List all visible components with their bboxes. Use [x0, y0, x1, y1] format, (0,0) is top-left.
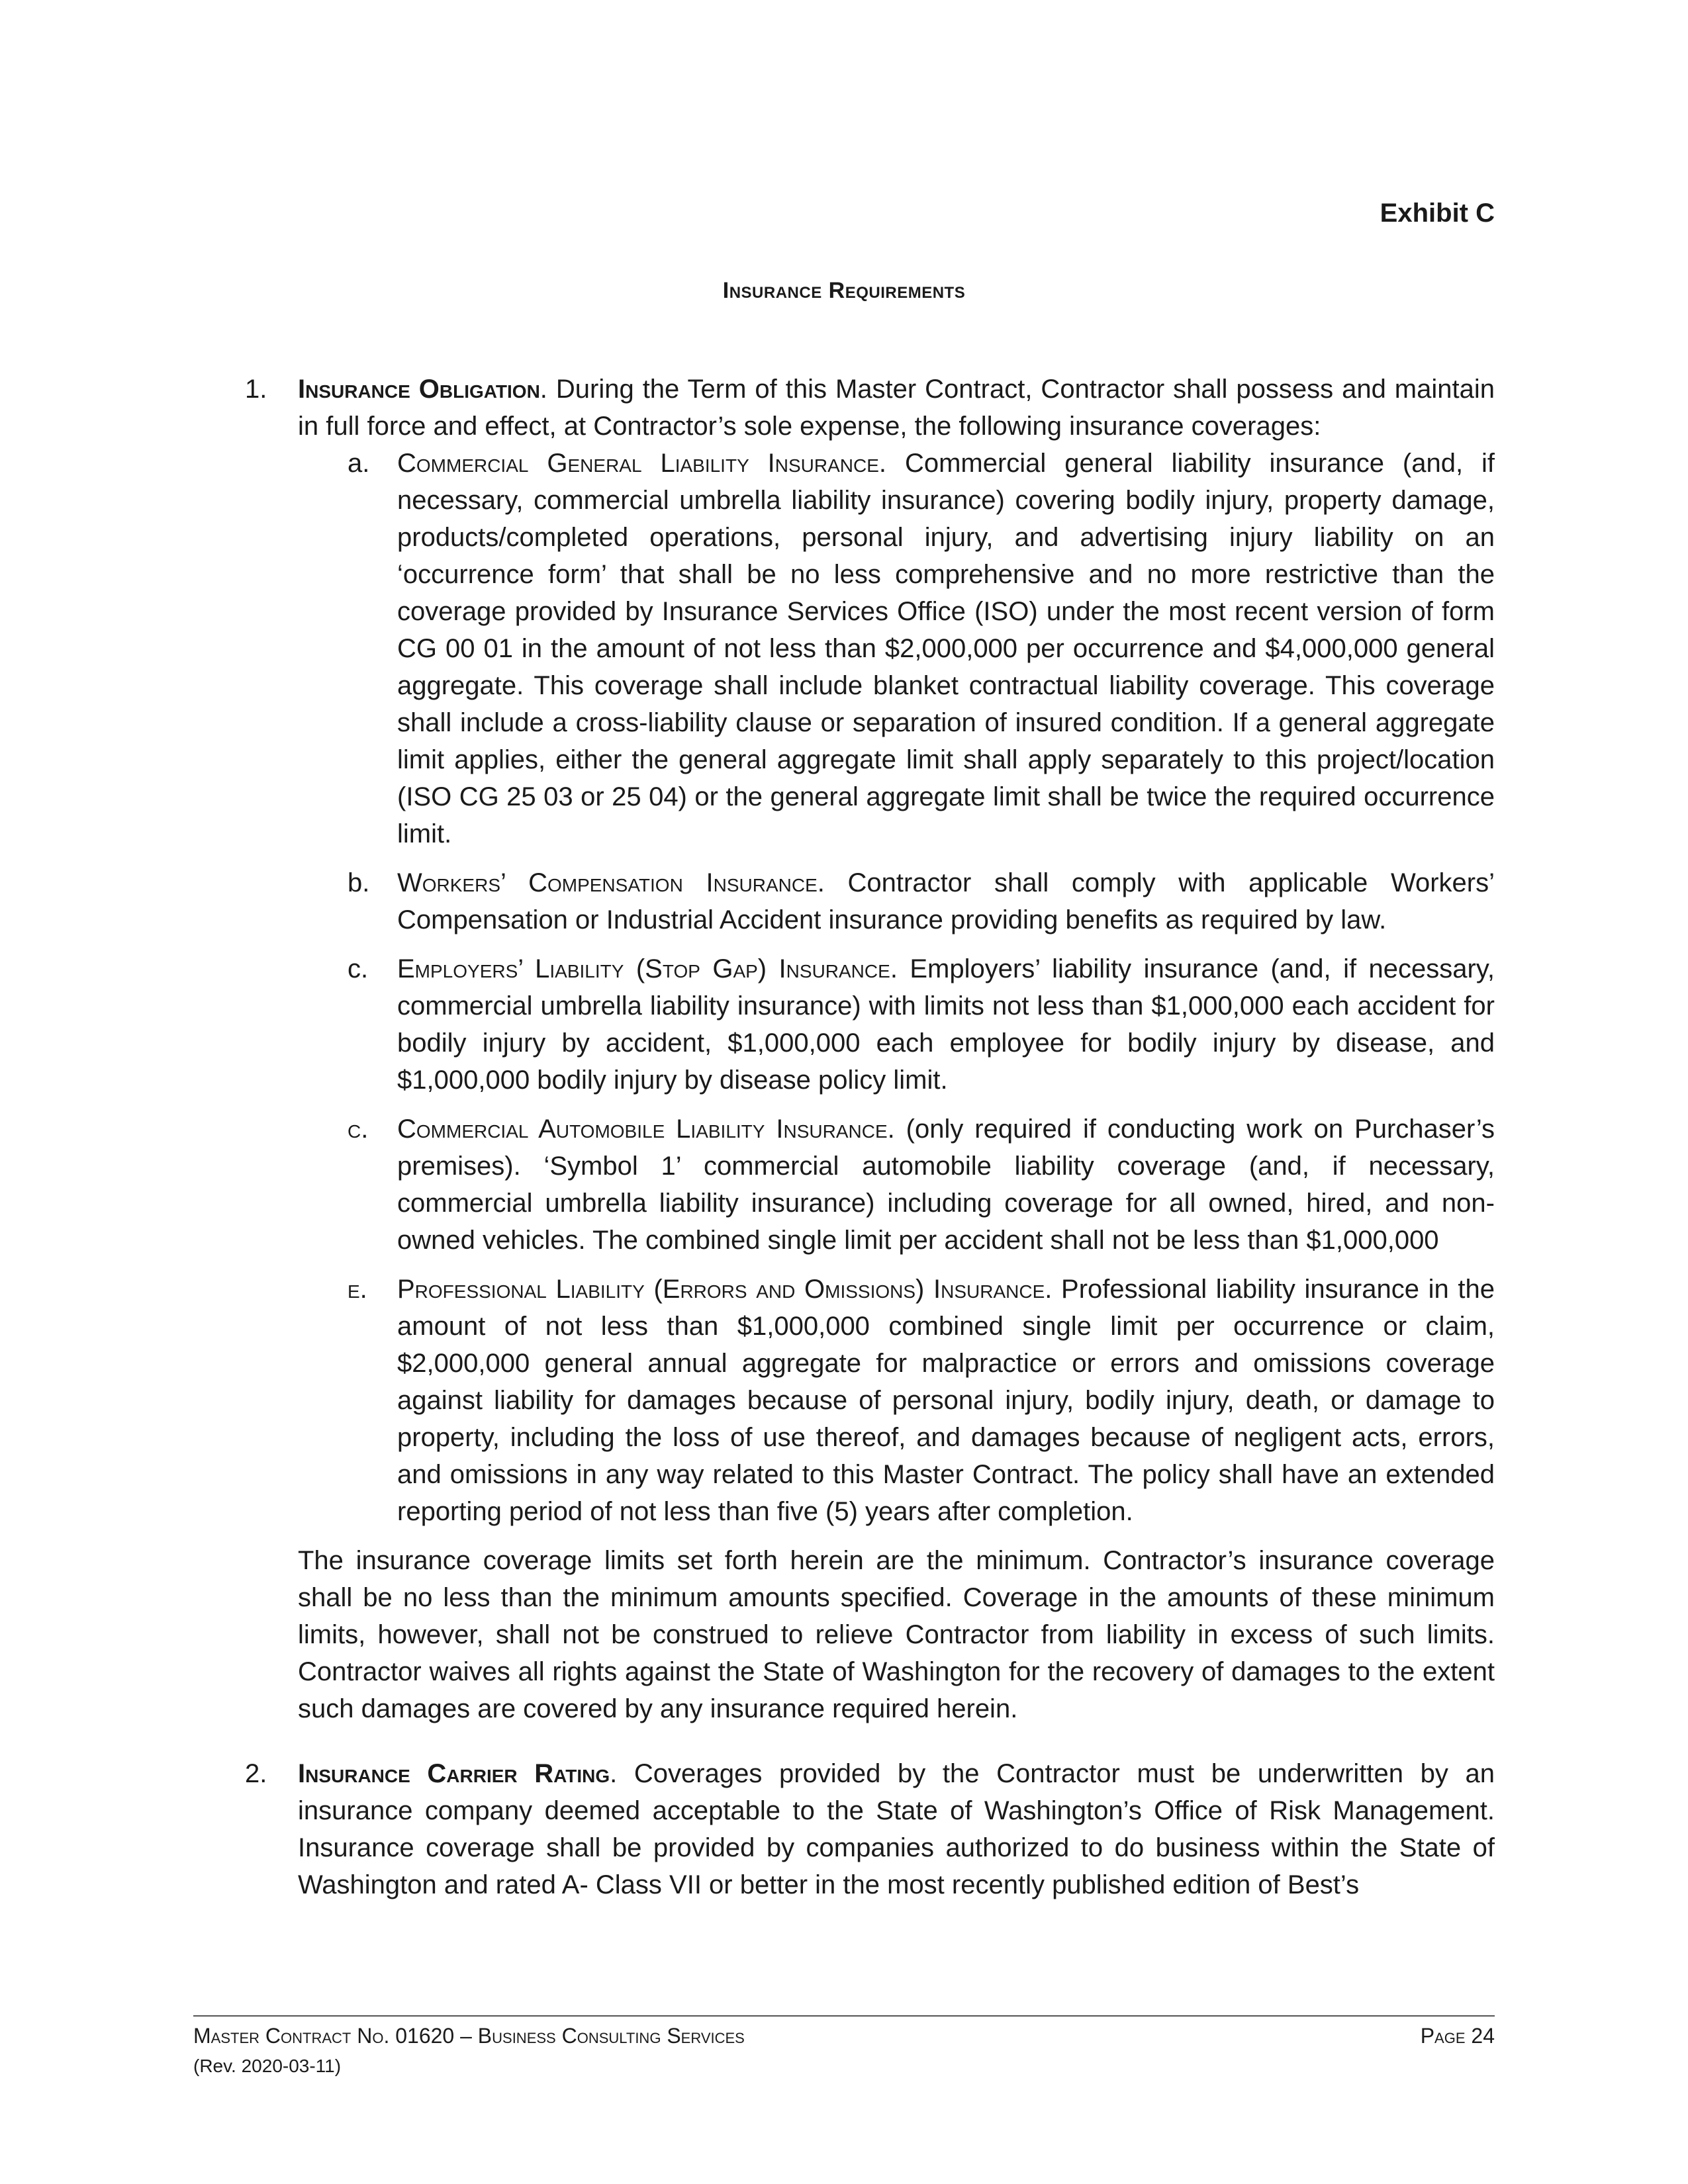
- subsection-c-automobile: [0, 1111, 1688, 1259]
- section-heading: Insurance Carrier Rating: [298, 1759, 610, 1788]
- subsection-a: [0, 445, 1688, 852]
- subsection-text: . (only required if conducting work on Purchaser’s premises). ‘Symbol 1’ commercial automobile liability coverage (and, if necessary, commercial umbrella liability insurance) including coverage for all owned, hired, and non-owned vehicles. The combined single limit per accident shall not be less than $1,000,000: [397, 1115, 1495, 1255]
- subsection-heading: Workers’ Compensation Insurance: [397, 868, 818, 897]
- document-body: [0, 371, 1688, 1903]
- subsection-marker: a.: [348, 449, 370, 478]
- section-text: . Coverages provided by the Contractor must be underwritten by an insurance company deemed acceptable to the State of Washington’s Office of Risk Management. Insurance coverage shall be provided by companies authorized to do business within the State of Washington and rated A- Class VII or better in the most recently published edition of Best’s: [298, 1759, 1495, 1899]
- closing-paragraph: The insurance coverage limits set forth herein are the minimum. Contractor’s insurance coverage shall be no less than the minimum amounts specified. Coverage in the amounts of these minimum limits, however, shall not be construed to relieve Contractor from liability in excess of such limits. Contractor waives all rights against the State of Washington for the recovery of damages to the extent such damages are covered by any insurance required herein.: [298, 1546, 1495, 1723]
- subsection-text: . Commercial general liability insurance (and, if necessary, commercial umbrella liability insurance) covering bodily injury, property damage, products/completed operations, personal injury, and advertising injury liability on an ‘occurrence form’ that shall be no less comprehensive and no more restrictive than the coverage provided by Insurance Services Office (ISO) under the most recent version of form CG 00 01 in the amount of not less than $2,000,000 per occurrence and $4,000,000 general aggregate. This coverage shall include blanket contractual liability coverage. This coverage shall include a cross-liability clause or separation of insured condition. If a general aggregate limit applies, either the general aggregate limit shall apply separately to this project/location (ISO CG 25 03 or 25 04) or the general aggregate limit shall be twice the required occurrence limit.: [397, 449, 1495, 848]
- exhibit-label: Exhibit C: [1380, 199, 1495, 228]
- subsection-e: [0, 1271, 1688, 1530]
- section-2: [0, 1755, 1688, 1903]
- footer-page-number: Page 24: [1420, 2024, 1495, 2048]
- subsection-text: . Contractor shall comply with applicable Workers’ Compensation or Industrial Accident insurance providing benefits as required by law.: [397, 868, 1495, 934]
- section-number: 2.: [245, 1759, 267, 1788]
- section-text: . During the Term of this Master Contract, Contractor shall possess and maintain in full force and effect, at Contractor’s sole expense, the following insurance coverages:: [298, 375, 1495, 441]
- subsection-b: [0, 864, 1688, 938]
- section-heading: Insurance Obligation: [298, 375, 540, 404]
- footer-divider: [193, 2015, 1495, 2017]
- subsection-heading: Commercial Automobile Liability Insurance: [397, 1115, 888, 1144]
- subsection-marker: b.: [348, 868, 370, 897]
- subsection-heading: Professional Liability (Errors and Omissions) Insurance: [397, 1275, 1045, 1304]
- footer-contract-title: Master Contract No. 01620 – Business Consulting Services: [193, 2024, 745, 2048]
- subsection-marker: c.: [348, 954, 369, 983]
- subsection-heading: Commercial General Liability Insurance: [397, 449, 879, 478]
- subsection-text: . Professional liability insurance in the amount of not less than $1,000,000 combined single limit per occurrence or claim, $2,000,000 general annual aggregate for malpractice or errors and omissions coverage against liability for damages because of personal injury, bodily injury, death, or damage to property, including the loss of use thereof, and damages because of negligent acts, errors, and omissions in any way related to this Master Contract. The policy shall have an extended reporting period of not less than five (5) years after completion.: [397, 1275, 1495, 1526]
- page-title: Insurance Requirements: [722, 278, 966, 303]
- subsection-marker: e.: [348, 1275, 367, 1304]
- footer-revision: (Rev. 2020-03-11): [193, 2056, 342, 2076]
- subsection-c-employers: [0, 950, 1688, 1099]
- subsection-marker: c.: [348, 1115, 369, 1144]
- section-1: [0, 371, 1688, 445]
- section-number: 1.: [245, 375, 267, 404]
- subsection-heading: Employers’ Liability (Stop Gap) Insurance: [397, 954, 890, 983]
- subsection-text: . Employers’ liability insurance (and, if necessary, commercial umbrella liability insurance) with limits not less than $1,000,000 each accident for bodily injury by accident, $1,000,000 each employee for bodily injury by disease, and $1,000,000 bodily injury by disease policy limit.: [397, 954, 1495, 1095]
